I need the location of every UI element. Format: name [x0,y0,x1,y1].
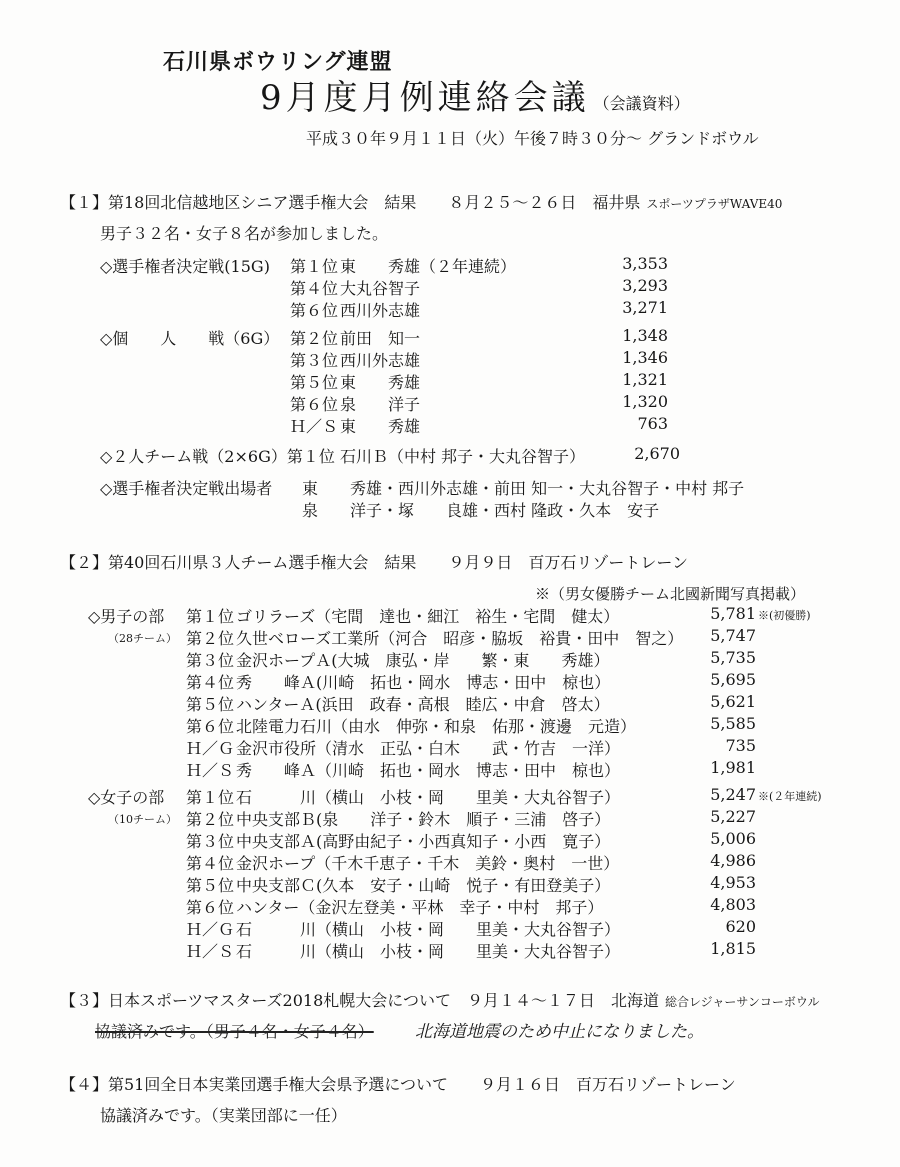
result-score: 1,321 [622,370,668,389]
team-name: ゴリラーズ（宅間 達也・細江 裕生・宅間 健太） [236,607,620,626]
section-1-venue: スポーツプラザWAVE40 [646,197,783,211]
team-mark: ※(２年連続) [758,790,822,803]
team-score: 4,803 [710,895,756,914]
team-rank: 第１位 [186,607,235,626]
result-rank: 第６位 [290,395,339,414]
team-rank: 第２位 [186,810,235,829]
team-score: 735 [725,736,756,755]
group-4-line-2: 泉 洋子・塚 良雄・西村 隆政・久本 安子 [302,501,660,520]
team-name: 金沢市役所（清水 正弘・白木 武・竹吉 一洋） [236,739,621,758]
result-score: 3,353 [622,254,668,273]
men-label: ◇男子の部 [88,607,165,626]
team-score: 4,953 [710,873,756,892]
title-text: 9月度月例連絡会議 [260,78,590,118]
team-rank: 第５位 [186,876,235,895]
meeting-info: 平成３０年９月１１日（火）午後７時３０分～ グランドボウル [306,129,759,148]
title-note: （会議資料） [593,94,690,113]
document-title [260,70,690,119]
team-score: 1,981 [710,758,756,777]
team-name: 秀 峰Ａ(川崎 拓也・岡水 博志・田中 椋也） [236,673,611,692]
team-score: 5,781 [710,604,756,623]
team-name: 石 川（横山 小枝・岡 里美・大丸谷智子） [236,788,621,807]
section-2-note: ※（男女優勝チーム北國新聞写真掲載） [535,585,806,603]
group-1-label: ◇選手権者決定戦(15G) [100,257,270,276]
result-score: 1,348 [622,326,668,345]
result-name: 東 秀雄（２年連続） [340,257,517,276]
team-name: 金沢ホープＡ(大城 康弘・岸 繁・東 秀雄） [236,651,610,670]
team-name: 北陸電力石川（由水 伸弥・和泉 佑那・渡邊 元造） [236,717,637,736]
result-rank: 第４位 [290,279,339,298]
team-rank: 第４位 [186,673,235,692]
result-name: 泉 洋子 [340,395,421,414]
team-name: 金沢ホープ（千木千恵子・千木 美鈴・奥村 一世） [236,854,620,873]
team-rank: 第５位 [186,695,235,714]
result-rank: Ｈ／Ｓ [290,417,339,436]
team-name: 中央支部Ａ(高野由紀子・小西真知子・小西 寛子） [236,832,611,851]
team-rank: 第１位 [186,788,235,807]
section-4-heading: 【４】第51回全日本実業団選手権大会県予選について ９月１６日 百万石リゾートレーン [60,1075,736,1094]
team-score: 620 [725,917,756,936]
team-score: 5,747 [710,626,756,645]
section-1-heading [60,190,782,213]
result-name: 東 秀雄 [340,373,421,392]
result-rank: 第５位 [290,373,339,392]
section-3-handwritten-note: 北海道地震のため中止になりました。 [415,1022,704,1042]
team-name: 久世ベローズ工業所（河合 昭彦・脇坂 裕貴・田中 智之） [236,629,684,648]
team-rank: 第６位 [186,898,235,917]
team-name: ハンターＡ(浜田 政春・高根 睦広・中倉 啓太） [236,695,610,714]
result-name: 大丸谷智子 [340,279,421,298]
section-3-title: 【３】日本スポーツマスターズ2018札幌大会について ９月１４～１７日 北海道 [60,991,659,1010]
team-score: 5,585 [710,714,756,733]
result-score: 1,346 [622,348,668,367]
team-name: 秀 峰Ａ（川崎 拓也・岡水 博志・田中 椋也） [236,761,621,780]
team-score: 5,006 [710,829,756,848]
women-label: ◇女子の部 [88,788,165,807]
result-score: 3,271 [622,298,668,317]
team-name: 石 川（横山 小枝・岡 里美・大丸谷智子） [236,942,621,961]
team-rank: Ｈ／Ｓ [186,761,235,780]
team-name: 中央支部Ｃ(久本 安子・山崎 悦子・有田登美子） [236,876,611,895]
team-score: 5,735 [710,648,756,667]
group-4-label: ◇選手権者決定戦出場者 [100,479,273,498]
women-count: （10チーム） [108,813,177,826]
result-rank: 第２位 [290,329,339,348]
result-score: 1,320 [622,392,668,411]
team-rank: 第２位 [186,629,235,648]
team-rank: 第３位 [186,651,235,670]
organization-name: 石川県ボウリング連盟 [163,50,393,75]
team-rank: Ｈ／Ｓ [186,942,235,961]
team-score: 5,247 [710,785,756,804]
group-2-label: ◇個 人 戦（6G） [100,329,280,348]
result-name: 前田 知一 [340,329,421,348]
team-rank: 第６位 [186,717,235,736]
section-3-struck-text: 協議済みです。（男子４名・女子４名） [95,1022,374,1041]
team-rank: 第４位 [186,854,235,873]
result-name: 西川外志雄 [340,301,421,320]
men-count: （28チーム） [108,632,177,645]
section-3-heading [60,988,819,1011]
team-name: 中央支部Ｂ(泉 洋子・鈴木 順子・三浦 啓子） [236,810,611,829]
team-score: 4,986 [710,851,756,870]
result-rank: 第１位 [290,257,339,276]
result-score: 3,293 [622,276,668,295]
team-name: 石 川（横山 小枝・岡 里美・大丸谷智子） [236,920,621,939]
result-rank: 第６位 [290,301,339,320]
team-name: ハンター（金沢左登美・平林 幸子・中村 邦子） [236,898,604,917]
result-name: 西川外志雄 [340,351,421,370]
section-1-intro: 男子３２名・女子８名が参加しました。 [100,224,389,243]
team-score: 5,695 [710,670,756,689]
team-mark: ※(初優勝) [758,609,811,622]
group-3-label: ◇２人チーム戦（2×6G）第１位 石川Ｂ（中村 邦子・大丸谷智子） [100,447,586,466]
result-rank: 第３位 [290,351,339,370]
section-1-title: 【１】第18回北信越地区シニア選手権大会 結果 ８月２５～２６日 福井県 [60,193,641,212]
group-3-score: 2,670 [634,444,680,463]
team-score: 5,621 [710,692,756,711]
result-score: 763 [637,414,668,433]
section-4-body: 協議済みです。（実業団部に一任） [100,1106,347,1125]
group-4-line-1: 東 秀雄・西川外志雄・前田 知一・大丸谷智子・中村 邦子 [302,479,745,498]
team-score: 5,227 [710,807,756,826]
section-3-venue: 総合レジャーサンコーボウル [664,995,820,1009]
team-score: 1,815 [710,939,756,958]
result-name: 東 秀雄 [340,417,421,436]
team-rank: 第３位 [186,832,235,851]
section-2-heading: 【２】第40回石川県３人チーム選手権大会 結果 ９月９日 百万石リゾートレーン [60,553,689,572]
team-rank: Ｈ／Ｇ [186,739,235,758]
team-rank: Ｈ／Ｇ [186,920,235,939]
